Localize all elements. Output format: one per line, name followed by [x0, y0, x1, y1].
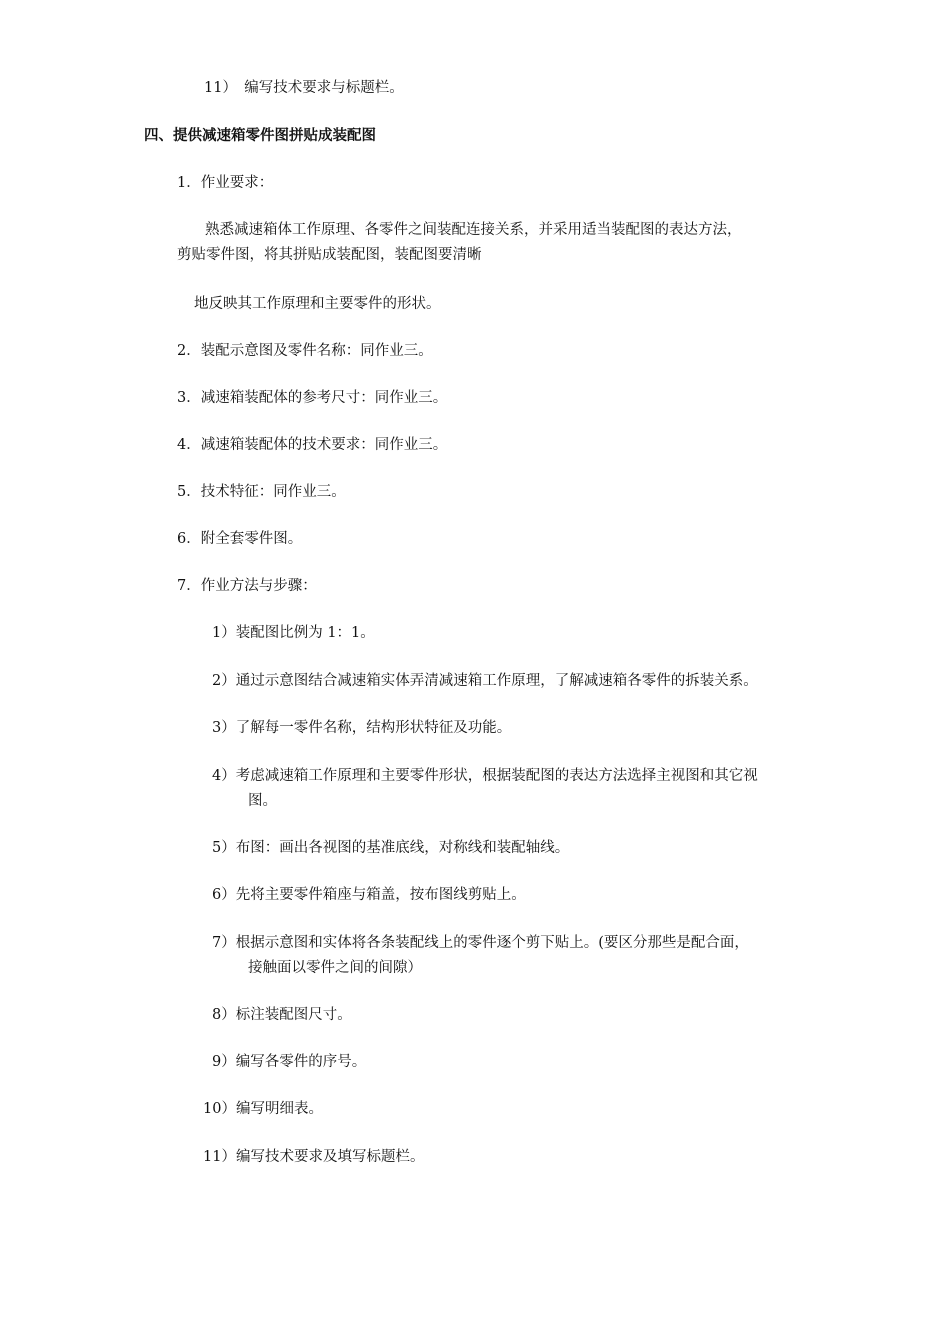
step-8: 8）标注装配图尺寸。	[212, 1007, 352, 1023]
previous-item-11: 11） 编写技术要求与标题栏。	[204, 80, 404, 96]
item-5: 5．技术特征：同作业三。	[177, 484, 346, 500]
step-10: 10）编写明细表。	[203, 1101, 323, 1117]
step-9: 9）编写各零件的序号。	[212, 1054, 367, 1070]
step-3: 3）了解每一零件名称，结构形状特征及功能。	[212, 720, 512, 736]
paragraph-line-2: 剪贴零件图，将其拼贴成装配图，装配图要清晰	[177, 247, 482, 263]
step-1: 1）装配图比例为 1：1。	[212, 625, 375, 641]
item-7: 7．作业方法与步骤：	[177, 578, 317, 594]
paragraph-line-1: 熟悉减速箱体工作原理、各零件之间装配连接关系，并采用适当装配图的表达方法，	[205, 222, 742, 238]
step-7-continuation: 接触面以零件之间的间隙）	[248, 960, 422, 976]
paragraph-line-3: 地反映其工作原理和主要零件的形状。	[194, 296, 441, 312]
item-1: 1．作业要求：	[177, 175, 274, 191]
item-2: 2．装配示意图及零件名称：同作业三。	[177, 343, 433, 359]
step-11: 11）编写技术要求及填写标题栏。	[203, 1149, 425, 1165]
step-4-continuation: 图。	[248, 793, 277, 809]
item-4: 4．减速箱装配体的技术要求：同作业三。	[177, 437, 448, 453]
step-7: 7）根据示意图和实体将各条装配线上的零件逐个剪下贴上。(要区分那些是配合面，	[212, 935, 749, 951]
section-heading: 四、提供减速箱零件图拼贴成装配图	[144, 128, 376, 144]
step-4: 4）考虑减速箱工作原理和主要零件形状，根据装配图的表达方法选择主视图和其它视	[212, 768, 758, 784]
step-6: 6）先将主要零件箱座与箱盖，按布图线剪贴上。	[212, 887, 526, 903]
item-3: 3．减速箱装配体的参考尺寸：同作业三。	[177, 390, 448, 406]
step-5: 5）布图：画出各视图的基准底线，对称线和装配轴线。	[212, 840, 570, 856]
step-2: 2）通过示意图结合减速箱实体弄清减速箱工作原理，了解减速箱各零件的拆装关系。	[212, 673, 758, 689]
item-6: 6．附全套零件图。	[177, 531, 303, 547]
